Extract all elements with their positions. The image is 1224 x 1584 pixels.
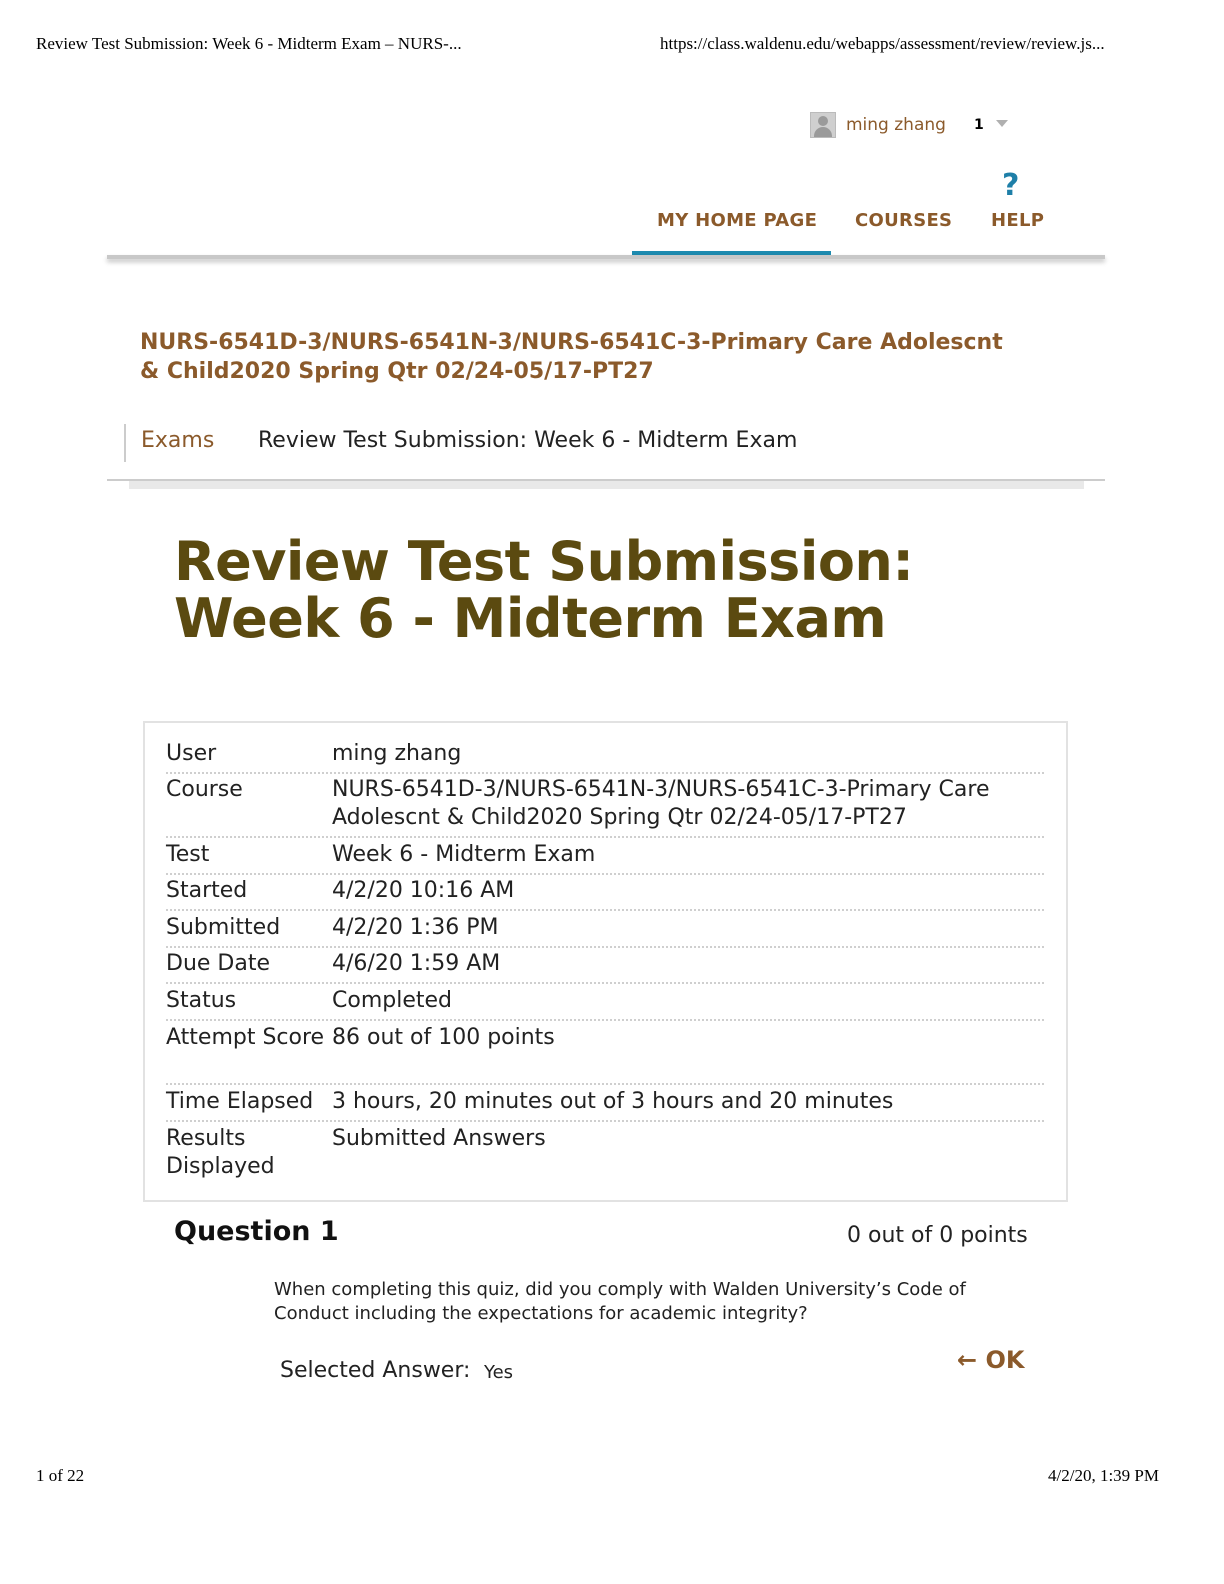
info-value: 4/2/20 1:36 PM [332, 915, 499, 940]
info-row-status [166, 987, 1044, 1021]
breadcrumb-shadow [129, 481, 1084, 489]
page-title-line-2: Week 6 - Midterm Exam [174, 587, 887, 650]
breadcrumb-exams[interactable]: Exams [141, 428, 215, 453]
info-row-user [166, 740, 1044, 774]
breadcrumb [124, 424, 126, 462]
info-label: Test [166, 842, 210, 867]
info-label: Started [166, 878, 248, 903]
nav-help[interactable]: HELP [991, 210, 1045, 231]
chevron-down-icon[interactable] [996, 120, 1008, 127]
info-label: User [166, 741, 217, 766]
info-row-started [166, 877, 1044, 911]
course-title[interactable]: NURS-6541D-3/NURS-6541N-3/NURS-6541C-3-Primary Care Adolescnt & Child2020 Spring Qtr 02/24-05/17-PT27 [140, 330, 1003, 384]
user-name[interactable]: ming zhang [846, 115, 946, 135]
info-value: NURS-6541D-3/NURS-6541N-3/NURS-6541C-3-Primary Care Adolescnt & Child2020 Spring Qtr 02/24-05/17-PT27 [332, 777, 990, 830]
info-row-time-elapsed [166, 1088, 1044, 1122]
selected-answer-value: Yes [484, 1362, 514, 1383]
info-label: Course [166, 777, 243, 802]
breadcrumb-current: Review Test Submission: Week 6 - Midterm Exam [258, 428, 798, 453]
info-row-submitted [166, 914, 1044, 948]
notification-count[interactable]: 1 [973, 117, 984, 133]
info-label: Status [166, 988, 237, 1013]
info-value: Completed [332, 988, 452, 1013]
info-value: 4/6/20 1:59 AM [332, 951, 501, 976]
info-label: Submitted [166, 915, 281, 940]
help-icon[interactable]: ? [1002, 168, 1020, 203]
info-value: 86 out of 100 points [332, 1025, 555, 1050]
nav-courses[interactable]: COURSES [855, 210, 953, 231]
print-footer-timestamp: 4/2/20, 1:39 PM [1048, 1466, 1159, 1485]
info-value: ming zhang [332, 741, 462, 766]
answer-feedback: ← OK [957, 1346, 1025, 1374]
info-row-results-displayed [166, 1125, 1044, 1185]
info-label: Results Displayed [166, 1126, 275, 1179]
info-value: 3 hours, 20 minutes out of 3 hours and 20 minutes [332, 1089, 894, 1114]
user-menu[interactable] [810, 112, 1008, 138]
info-label: Time Elapsed [166, 1089, 314, 1114]
info-row-attempt-score [166, 1024, 1044, 1085]
info-value: 4/2/20 10:16 AM [332, 878, 515, 903]
info-value: Submitted Answers [332, 1126, 546, 1151]
info-row-course [166, 776, 1044, 838]
info-value: Week 6 - Midterm Exam [332, 842, 596, 867]
question-points: 0 out of 0 points [847, 1223, 1028, 1248]
print-footer-page: 1 of 22 [36, 1466, 85, 1485]
print-header-url: https://class.waldenu.edu/webapps/assessment/review/review.js... [660, 34, 1105, 53]
question-title: Question 1 [174, 1216, 339, 1247]
top-nav [0, 210, 1224, 240]
print-header-title: Review Test Submission: Week 6 - Midterm Exam – NURS-... [36, 34, 462, 53]
info-row-due-date [166, 950, 1044, 984]
selected-answer-label: Selected Answer: [280, 1358, 471, 1383]
question-text: When completing this quiz, did you comply with Walden University’s Code of Conduct including the expectations for academic integrity? [274, 1279, 966, 1324]
nav-my-home-page[interactable]: MY HOME PAGE [657, 210, 818, 231]
avatar[interactable] [810, 112, 836, 138]
page-title [174, 530, 1074, 650]
page-title-line-1: Review Test Submission: [174, 530, 914, 593]
info-row-test [166, 841, 1044, 875]
nav-divider [107, 255, 1105, 259]
info-label: Attempt Score [166, 1025, 325, 1050]
info-label: Due Date [166, 951, 270, 976]
